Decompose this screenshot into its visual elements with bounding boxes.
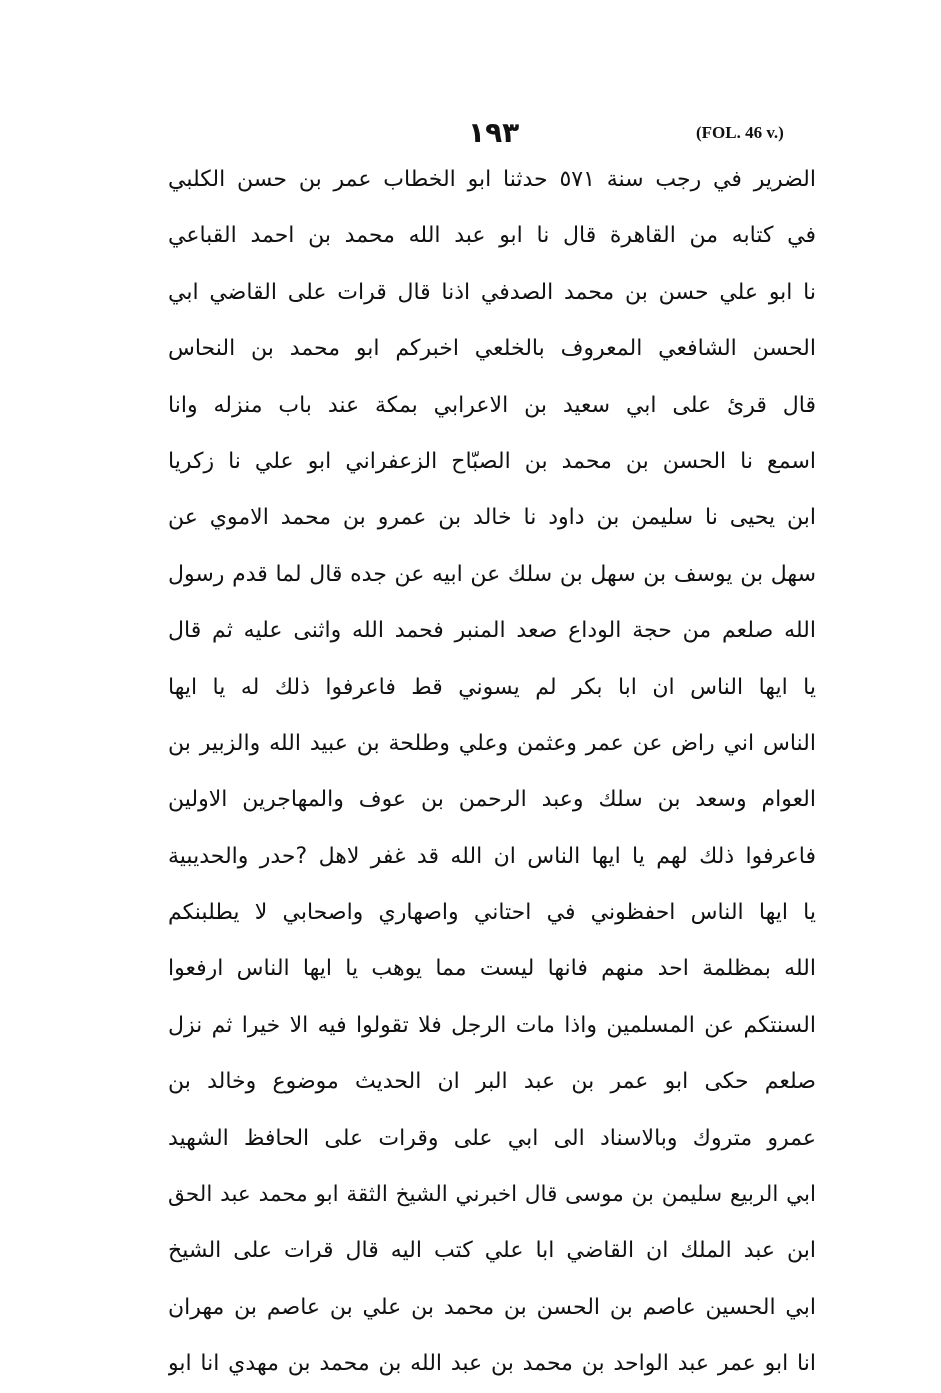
text-line: ابن عبد الملك ان القاضي ابا علي كتب اليه قال قرات على الشيخ [168,1238,816,1264]
page-number: ١٩٣ [468,116,520,149]
text-line: الضرير في رجب سنة ٥٧١ حدثنا ابو الخطاب عمر بن حسن الكلبي [168,167,816,192]
text-line: ابي الحسين عاصم بن الحسن بن محمد بن علي بن عاصم بن مهران [168,1294,816,1320]
text-line: السنتكم عن المسلمين واذا مات الرجل فلا تقولوا فيه الا خيرا ثم نزل [168,1012,816,1038]
text-line: الحسن الشافعي المعروف بالخلعي اخبركم ابو محمد بن النحاس [168,336,816,362]
text-line: الله بمظلمة احد منهم فانها ليست مما يوهب يا ايها الناس ارفعوا [168,956,816,982]
text-line: عمرو متروك وبالاسناد الى ابي على وقرات على الحافظ الشهيد [168,1125,816,1151]
text-line: ابن يحيى نا سليمن بن داود نا خالد بن عمرو بن محمد الاموي عن [168,505,816,531]
text-line: الله صلعم من حجة الوداع صعد المنبر فحمد الله واثنى عليه ثم قال [168,618,816,644]
text-line: ابي الربيع سليمن بن موسى قال اخبرني الشيخ الثقة ابو محمد عبد الحق [168,1182,816,1208]
text-line: يا ايها الناس احفظوني في احتاني واصهاري واصحابي لا يطلبنكم [168,900,816,926]
text-line: نا ابو علي حسن بن محمد الصدفي اذنا قال قرات على القاضي ابي [168,279,816,305]
text-line: فاعرفوا ذلك لهم يا ايها الناس ان الله قد غفر لاهل ?حدر والحديبية [168,843,816,869]
text-line: اسمع نا الحسن بن محمد بن الصبّاح الزعفراني ابو علي نا زكريا [168,448,816,474]
text-line: صلعم حكى ابو عمر بن عبد البر ان الحديث موضوع وخالد بن [168,1069,816,1095]
text-line: في كتابه من القاهرة قال نا ابو عبد الله محمد بن احمد القباعي [168,223,816,249]
body-text [168,152,816,1393]
text-line: الناس اني راض عن عمر وعثمن وعلي وطلحة بن عبيد الله والزبير بن [168,730,816,756]
text-line: قال قرئ على ابي سعيد بن الاعرابي بمكة عند باب منزله وانا [168,392,816,418]
text-line: سهل بن يوسف بن سهل بن سلك عن ابيه عن جده قال لما قدم رسول [168,561,816,587]
text-line: يا ايها الناس ان ابا بكر لم يسوني قط فاعرفوا ذلك له يا ايها [168,674,816,700]
text-line: انا ابو عمر عبد الواحد بن محمد بن عبد الله بن محمد بن مهدي انا ابو [168,1351,816,1377]
folio-reference: (FOL. 46 v.) [696,123,784,142]
text-line: العوام وسعد بن سلك وعبد الرحمن بن عوف والمهاجرين الاولين [168,787,816,813]
